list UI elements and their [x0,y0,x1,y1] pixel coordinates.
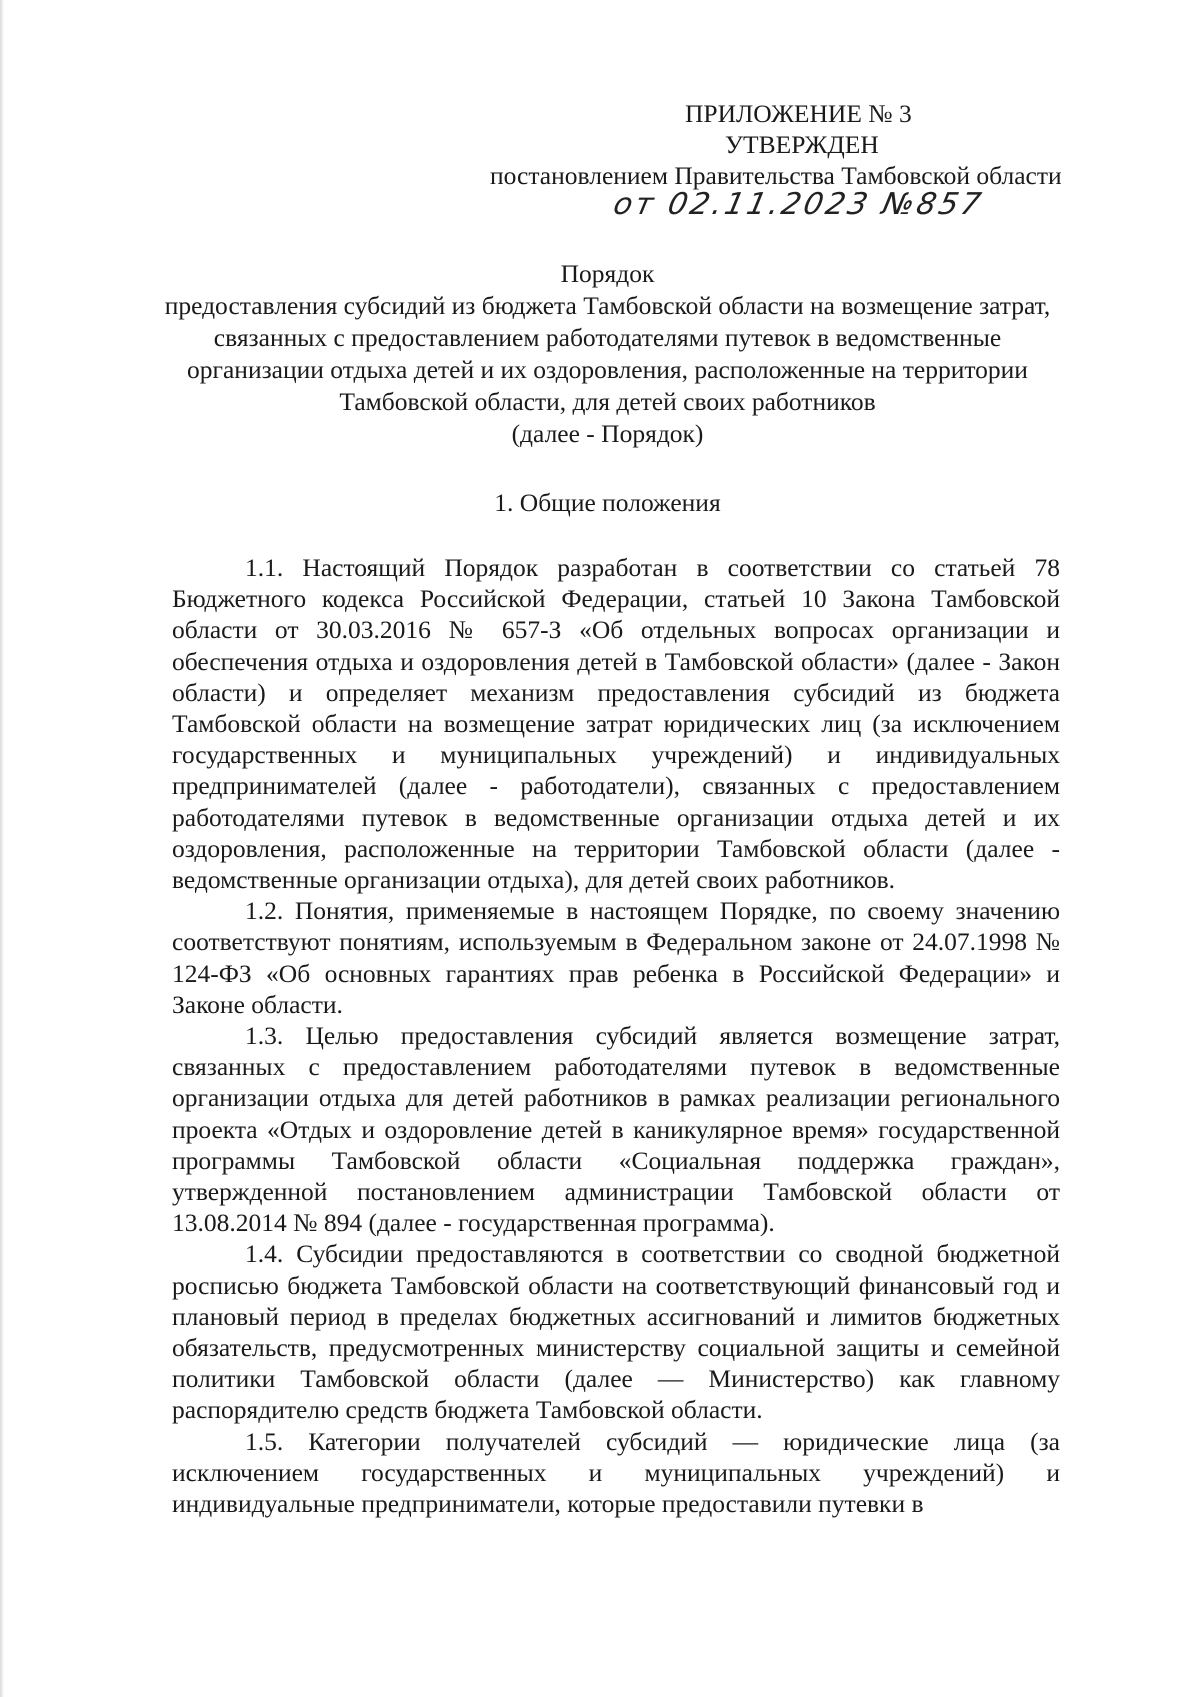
title-short-name: (далее - Порядок) [511,419,704,448]
handwritten-date-number: от 02.11.2023 №857 [610,187,987,222]
appendix-number: ПРИЛОЖЕНИЕ № 3 [685,99,912,128]
paragraph-1-4: 1.4. Субсидии предоставляются в соответствии со сводной бюджетной росписью бюджета Тамбовской области на соответствующий финансовый год и плановый период в пределах бюджетных ассигнований и лимитов бюджетных обязательств, предусмотренных министерству социальной защиты и семейной политики Тамбовской области (далее — Министерство) как главному распорядителю средств бюджета Тамбовской области. [172,1239,1060,1425]
document-title [150,258,1065,450]
title-heading: Порядок [560,259,655,288]
title-subtitle: предоставления субсидий из бюджета Тамбовской области на возмещение затрат, связанных с предоставлением работодателями путевок в ведомственные организации отдыха детей и их оздоровления, расположенные на территории Тамбовской области, для детей своих работников [164,291,1051,416]
section-heading: 1. Общие положения [494,488,721,517]
paragraph-1-5: 1.5. Категории получателей субсидий — юридические лица (за исключением государственных и муниципальных учреждений) и индивидуальные предприниматели, которые предоставили путевки в [172,1426,1060,1519]
resolution-line: постановлением Правительства Тамбовской области [490,161,1062,190]
paragraph-1-3: 1.3. Целью предоставления субсидий является возмещение затрат, связанных с предоставлением работодателями путевок в ведомственные организации отдыха для детей работников в рамках реализации регионального проекта «Отдых и оздоровление детей в каникулярное время» государственной программы Тамбовской области «Социальная поддержка граждан», утвержденной постановлением администрации Тамбовской области от 13.08.2014 № 894 (далее - государственная программа). [172,1021,1060,1238]
approved-label: УТВЕРЖДЕН [725,130,879,159]
paragraph-1-2: 1.2. Понятия, применяемые в настоящем Порядке, по своему значению соответствуют понятиям, используемым в Федеральном законе от 24.07.1998 № 124-ФЗ «Об основных гарантиях прав ребенка в Российской Федерации» и Законе области. [172,896,1060,1019]
document-body [172,552,1060,1519]
paragraph-1-1: 1.1. Настоящий Порядок разработан в соответствии со статьей 78 Бюджетного кодекса Российской Федерации, статьей 10 Закона Тамбовской области от 30.03.2016 № 657-З «Об отдельных вопросах организации и обеспечения отдыха и оздоровления детей в Тамбовской области» (далее - Закон области) и определяет механизм предоставления субсидий из бюджета Тамбовской области на возмещение затрат юридических лиц (за исключением государственных и муниципальных учреждений) и индивидуальных предпринимателей (далее - работодатели), связанных с предоставлением работодателями путевок в ведомственные организации отдыха детей и их оздоровления, расположенные на территории Тамбовской области (далее - ведомственные организации отдыха), для детей своих работников. [172,553,1060,895]
approval-header [460,98,1140,191]
scan-page-edge [0,0,4,1697]
